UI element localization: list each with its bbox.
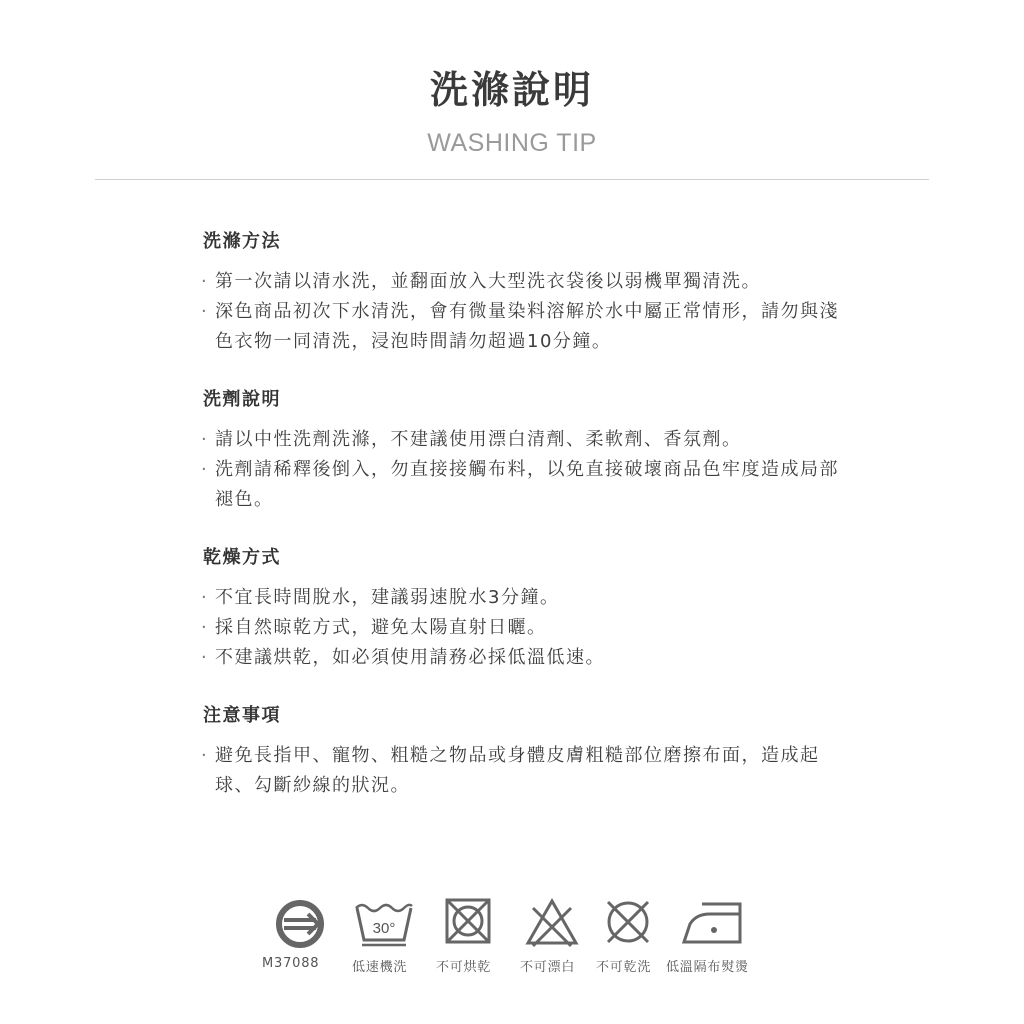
page-title: 洗滌說明 (429, 68, 594, 112)
section-washing-method (203, 229, 853, 357)
section-heading: 注意事項 (203, 705, 281, 726)
no-dry-clean-icon (602, 896, 654, 948)
list-item (203, 583, 853, 613)
section-heading: 洗滌方法 (203, 231, 281, 252)
certification-mark (274, 896, 326, 948)
item-text: 第一次請以清水洗，並翻面放入大型洗衣袋後以弱機單獨清洗。 (215, 271, 761, 292)
care-instructions (203, 229, 853, 831)
section-drying (203, 545, 853, 673)
bullet-glyph: · (201, 647, 209, 668)
bullet-glyph: · (201, 301, 209, 322)
care-label: 低溫隔布熨燙 (666, 960, 749, 975)
bullet-glyph: · (201, 587, 209, 608)
list-item (203, 613, 853, 643)
bullet-glyph: · (201, 429, 209, 450)
bullet-glyph: · (201, 745, 209, 766)
care-label: 不可烘乾 (436, 960, 492, 975)
no-bleach-icon (524, 896, 580, 948)
care-label: 低速機洗 (352, 960, 408, 975)
care-label: M37088 (262, 956, 320, 971)
bullet-glyph: · (201, 271, 209, 292)
wash-30-gentle-icon (352, 896, 416, 948)
page-subtitle: WASHING TIP (427, 129, 597, 157)
list-item (203, 297, 853, 357)
item-text: 避免長指甲、寵物、粗糙之物品或身體皮膚粗糙部位磨擦布面，造成起球、勾斷紗線的狀況。 (215, 745, 820, 796)
item-text: 採自然晾乾方式，避免太陽直射日曬。 (215, 617, 547, 638)
care-label: 不可乾洗 (596, 960, 652, 975)
iron-low-with-cloth-icon (680, 896, 748, 948)
wash-symbol (352, 896, 416, 948)
list-item (203, 741, 853, 801)
dry-clean-symbol (602, 896, 654, 948)
item-text: 不建議烘乾，如必須使用請務必採低溫低速。 (215, 647, 605, 668)
item-text: 洗劑請稀釋後倒入，勿直接接觸布料，以免直接破壞商品色牢度造成局部褪色。 (215, 459, 839, 510)
section-heading: 乾燥方式 (203, 547, 281, 568)
tumble-dry-symbol (443, 896, 495, 948)
care-label: 不可漂白 (520, 960, 576, 975)
section-detergent (203, 387, 853, 515)
list-item (203, 267, 853, 297)
list-item (203, 425, 853, 455)
ironing-symbol (680, 896, 748, 948)
item-text: 深色商品初次下水清洗，會有微量染料溶解於水中屬正常情形，請勿與淺色衣物一同清洗，浸泡時間請勿超過10分鐘。 (215, 301, 839, 352)
bullet-glyph: · (201, 459, 209, 480)
wash-temperature: 30° (372, 920, 396, 937)
bullet-glyph: · (201, 617, 209, 638)
care-symbols (260, 896, 780, 986)
list-item (203, 643, 853, 673)
no-tumble-dry-icon (443, 896, 495, 948)
list-item (203, 455, 853, 515)
bleach-symbol (524, 896, 580, 948)
item-text: 不宜長時間脫水，建議弱速脫水3分鐘。 (215, 587, 560, 608)
header (0, 62, 1024, 158)
certification-mark-icon (274, 896, 326, 948)
header-divider (95, 179, 929, 180)
section-notes (203, 703, 853, 801)
item-text: 請以中性洗劑洗滌，不建議使用漂白清劑、柔軟劑、香氛劑。 (215, 429, 742, 450)
section-heading: 洗劑說明 (203, 389, 281, 410)
